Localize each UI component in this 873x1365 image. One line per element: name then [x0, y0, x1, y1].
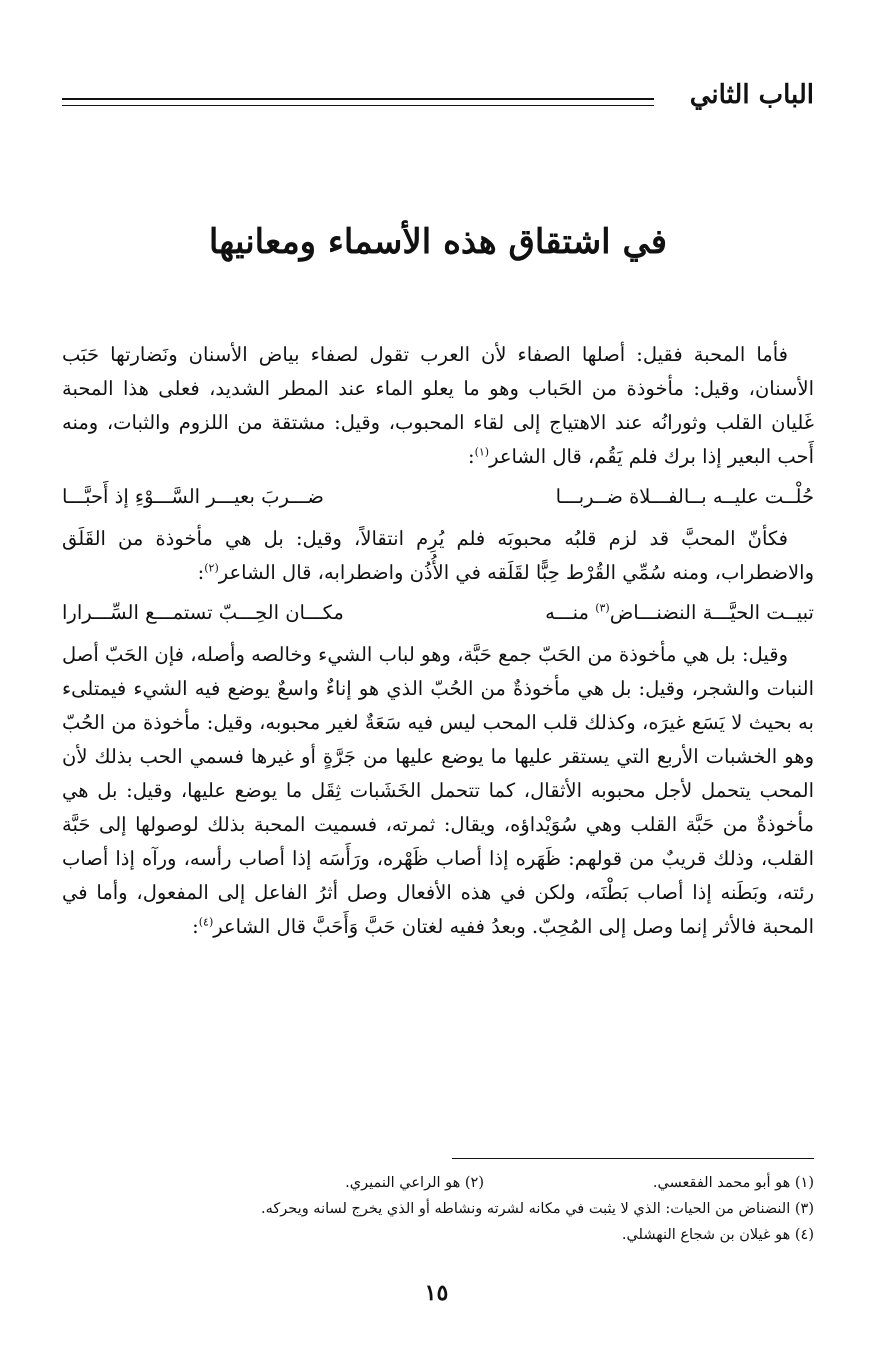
chapter-title: في اشتقاق هذه الأسماء ومعانيها	[208, 222, 668, 262]
page-number: ١٥	[424, 1280, 449, 1306]
footnote-2: (٢) هو الراعي النميري.	[345, 1175, 484, 1191]
footnote-ref-1: (١)	[474, 445, 490, 459]
footnote-ref-2: (٢)	[204, 561, 219, 575]
header-rule-thick	[62, 98, 654, 100]
header-rule-thin	[62, 105, 654, 106]
paragraph-2-text: فكأنّ المحبَّ قد لزم قلبُه محبوبَه فلم يُرِم انتقالاً، وقيل: بل هي مأخوذة من القَلَق والاضطراب، ومنه سُمِّي القُرْط حِبًّا لقَلَقه في الأُذُن واضطرابه، قال الشاعر	[62, 527, 814, 584]
header-title: الباب الثاني	[689, 80, 814, 110]
poem-2-hemistich-right	[545, 596, 814, 630]
running-header	[62, 72, 814, 122]
body-text	[62, 338, 814, 944]
poem-verse-1	[62, 480, 814, 514]
paragraph-3-end: :	[192, 915, 199, 938]
paragraph-3	[62, 638, 814, 944]
footnotes	[62, 1170, 814, 1248]
poem-verse-2	[62, 596, 814, 630]
poem-2-right-a: تبيــت الحيَّـــة النضنـــاض	[609, 601, 814, 624]
poem-1-hemistich-left: ضـــربَ بعيـــر السَّـــوْءِ إذ أَحبَّـــا	[62, 485, 324, 508]
paragraph-2-end: :	[197, 561, 205, 584]
footnote-ref-3: (٣)	[595, 601, 610, 615]
footnote-ref-4: (٤)	[198, 915, 214, 929]
paragraph-3-text: وقيل: بل هي مأخوذة من الحَبّ جمع حَبَّة، وهو لباب الشيء وخالصه وأصله، فإن الحَبّ أصل النبات والشجر، وقيل: بل هي مأخوذةٌ من الحُبّ الذي هو إناءٌ واسعٌ يوضع فيه الشيء فيمتلىء به بحيث لا يَسَع غيرَه، وكذلك قلب المحب ليس فيه سَعَةٌ لغير محبوبه، وقيل: مأخوذة من الحُبّ وهو الخشبات الأربع التي يستقر عليها ما يوضع عليها من جَرَّةٍ أو غيرها فسمي الحب بذلك لأن المحب يتحمل لأجل محبوبه الأثقال، كما تتحمل الخَشَبات ثِقَل ما يوضع عليها، وقيل: بل هي مأخوذةٌ من حَبَّة القلب وهي سُوَيْداؤه، ويقال: ثمرته، فسميت المحبة بذلك لوصولها إلى حَبَّة القلب، وذلك قريبٌ من قولهم: ظَهَره إذا أصاب ظَهْره، ورَأَسَه إذا أصاب رأسه، ورآه إذا أصاب رئته، وبَطَنه إذا أصاب بَطْنَه، ولكن في هذه الأفعال وصل أثرُ الفاعل إلى المفعول، وأما في المحبة فالأثر إنما وصل إلى المُحِبّ. وبعدُ ففيه لغتان حَبَّ وَأَحَبَّ قال الشاعر	[62, 643, 814, 938]
footnote-separator	[452, 1158, 814, 1159]
paragraph-2	[62, 522, 814, 590]
footnote-row-1	[62, 1170, 814, 1196]
paragraph-1-text: فأما المحبة فقيل: أصلها الصفاء لأن العرب تقول لصفاء بياض الأسنان ونَضارتها حَبَب الأسنان، وقيل: مأخوذة من الحَباب وهو ما يعلو الماء عند المطر الشديد، فعلى هذا المحبة غَليان القلب وثورانُه عند الاهتياج إلى لقاء المحبوب، وقيل: مشتقة من اللزوم والثبات، ومنه أَحب البعير إذا برك فلم يَقُم، قال الشاعر	[62, 343, 814, 468]
paragraph-1-end: :	[467, 445, 475, 468]
footnote-1: (١) هو أبو محمد الفقعسي.	[652, 1175, 814, 1191]
footnote-3: (٣) النضناض من الحيات: الذي لا يثبت في مكانه لشرته ونشاطه أو الذي يخرج لسانه ويحركه.	[261, 1201, 814, 1217]
paragraph-1	[62, 338, 814, 474]
poem-2-right-b: منـــه	[545, 601, 596, 624]
poem-2-hemistich-left: مكـــان الحِـــبّ تستمـــع السِّـــرارا	[62, 601, 344, 624]
footnote-4: (٤) هو غيلان بن شجاع النهشلي.	[621, 1227, 814, 1243]
poem-1-hemistich-right: حُلْــت عليــه بــالفـــلاة ضــربـــا	[555, 485, 814, 508]
